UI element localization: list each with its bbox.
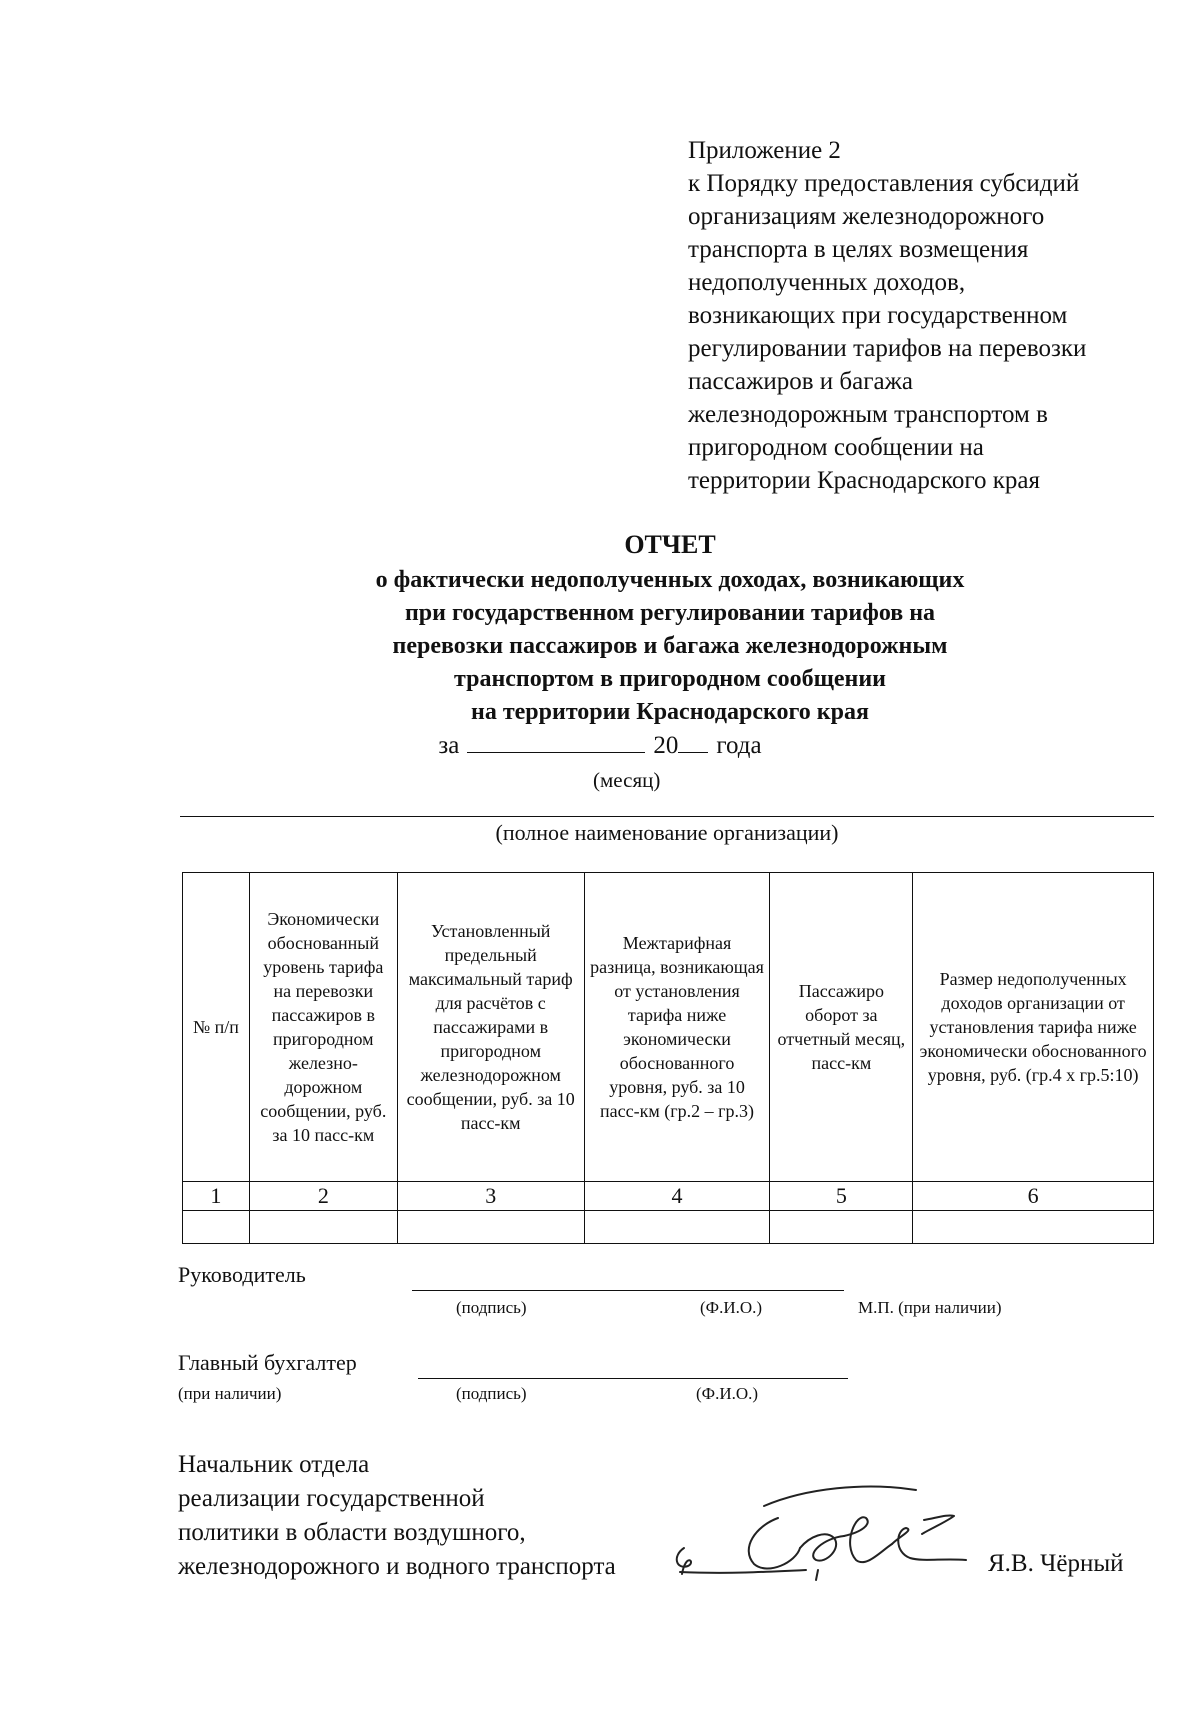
organization-line xyxy=(180,816,1154,817)
column-number: 4 xyxy=(584,1182,770,1211)
table-cell[interactable] xyxy=(770,1211,913,1244)
appendix-line: Приложение 2 xyxy=(688,137,841,164)
table-cell[interactable] xyxy=(397,1211,584,1244)
footer-position xyxy=(178,1448,616,1584)
period-prefix: за xyxy=(438,732,460,759)
report-title-main: ОТЧЕТ xyxy=(624,530,716,559)
head-fio-hint: (Ф.И.О.) xyxy=(700,1298,763,1317)
report-title-line: перевозки пассажиров и багажа железнодорожным xyxy=(392,633,948,659)
appendix-line: железнодорожным транспортом в xyxy=(688,401,1048,428)
header-cell: Размер недополученных доходов организации от установления тарифа ниже экономически обоснованного уровня, руб. (гр.4 х гр.5:10) xyxy=(913,873,1154,1182)
period-year-prefix: 20 xyxy=(653,732,679,759)
column-number: 3 xyxy=(397,1182,584,1211)
table-cell[interactable] xyxy=(913,1211,1154,1244)
appendix-note xyxy=(688,134,1158,497)
report-title-line: транспортом в пригородном сообщении xyxy=(454,666,886,692)
table-cell[interactable] xyxy=(249,1211,397,1244)
report-title-line: на территории Краснодарского края xyxy=(471,699,869,725)
footer-name: Я.В. Чёрный xyxy=(988,1550,1124,1577)
appendix-line: пассажиров и багажа xyxy=(688,368,913,395)
header-cell: Межтарифная разница, возникающая от установления тарифа ниже экономически обоснованного уровня, руб. за 10 пасс-км (гр.2 – гр.3) xyxy=(584,873,770,1182)
report-title-line: о фактически недополученных доходах, возникающих xyxy=(375,567,965,593)
table-cell[interactable] xyxy=(584,1211,770,1244)
appendix-line: пригородном сообщении на xyxy=(688,434,984,461)
appendix-line: регулировании тарифов на перевозки xyxy=(688,335,1087,362)
appendix-line: территории Краснодарского края xyxy=(688,467,1040,494)
month-label: (месяц) xyxy=(593,768,661,792)
footer-line: железнодорожного и водного транспорта xyxy=(178,1553,616,1580)
table-header-row xyxy=(183,873,1154,1182)
appendix-line: транспорта в целях возмещения xyxy=(688,236,1029,263)
header-cell: Установленный предельный максимальный тариф для расчётов с пассажирами в пригородном железнодорожном сообщении, руб. за 10 пасс-км xyxy=(397,873,584,1182)
column-number: 6 xyxy=(913,1182,1154,1211)
period-suffix: года xyxy=(716,732,762,759)
month-blank xyxy=(467,732,645,753)
handwritten-signature xyxy=(666,1478,986,1588)
appendix-line: к Порядку предоставления субсидий xyxy=(688,170,1080,197)
accountant-signature-line[interactable] xyxy=(418,1378,848,1379)
accountant-signature-hint: (подпись) xyxy=(456,1384,527,1403)
head-signature-hint: (подпись) xyxy=(456,1298,527,1317)
table-row xyxy=(183,1211,1154,1244)
accountant-label: Главный бухгалтер xyxy=(178,1350,357,1375)
report-title xyxy=(180,528,1160,729)
accountant-fio-hint: (Ф.И.О.) xyxy=(696,1384,759,1403)
header-cell: Экономически обоснованный уровень тарифа на перевозки пассажиров в пригородном железно-дорожном сообщении, руб. за 10 пасс-км xyxy=(249,873,397,1182)
footer-line: реализации государственной xyxy=(178,1485,485,1512)
report-period xyxy=(0,732,1200,760)
head-signature-line[interactable] xyxy=(412,1290,844,1291)
organization-label: (полное наименование организации) xyxy=(495,820,839,845)
appendix-line: организациям железнодорожного xyxy=(688,203,1045,230)
year-blank xyxy=(678,732,708,753)
column-number-row xyxy=(183,1182,1154,1211)
report-title-line: при государственном регулировании тарифов на xyxy=(404,600,936,626)
accountant-note: (при наличии) xyxy=(178,1384,282,1403)
appendix-line: возникающих при государственном xyxy=(688,302,1068,329)
header-cell: Пассажиро оборот за отчетный месяц, пасс-км xyxy=(770,873,913,1182)
stamp-hint: М.П. (при наличии) xyxy=(858,1298,1002,1317)
report-table xyxy=(182,872,1154,1244)
header-cell: № п/п xyxy=(183,873,250,1182)
footer-line: Начальник отдела xyxy=(178,1451,370,1478)
footer-line: политики в области воздушного, xyxy=(178,1519,526,1546)
column-number: 2 xyxy=(249,1182,397,1211)
column-number: 5 xyxy=(770,1182,913,1211)
head-label: Руководитель xyxy=(178,1262,306,1287)
column-number: 1 xyxy=(183,1182,250,1211)
table-cell[interactable] xyxy=(183,1211,250,1244)
appendix-line: недополученных доходов, xyxy=(688,269,966,296)
